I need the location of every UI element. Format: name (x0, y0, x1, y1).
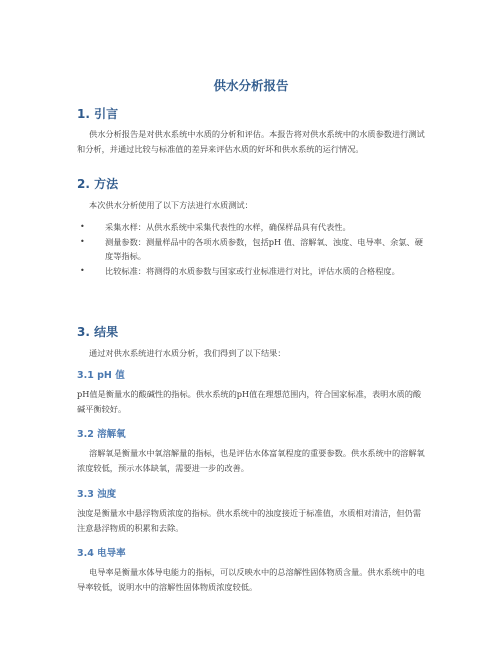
ph-paragraph (77, 387, 427, 416)
subsection-heading-dissolved-oxygen: 3.2 溶解氧 (77, 429, 126, 440)
bullet-icon: • (80, 236, 85, 246)
section-heading-intro: 1. 引言 (77, 107, 119, 121)
document-title: 供水分析报告 (213, 78, 289, 93)
method-item-text: 测量参数：测量样品中的各项水质参数，包括pH 值、溶解氧、浊度、电导率、余氯、硬度等指标。 (105, 236, 423, 261)
list-item (77, 264, 427, 279)
turbidity-text: 浊度是衡量水中悬浮物质浓度的指标。供水系统中的浊度接近于标准值，水质相对清洁，但仍需注意悬浮物质的积累和去除。 (77, 508, 421, 533)
results-intro-paragraph (77, 346, 427, 361)
dissolved-oxygen-text: 溶解氧是衡量水中氧溶解量的指标，也是评估水体富氧程度的重要参数。供水系统中的溶解氧浓度较低，预示水体缺氧，需要进一步的改善。 (77, 448, 425, 473)
conductivity-paragraph (77, 565, 427, 594)
intro-text: 供水分析报告是对供水系统中水质的分析和评估。本报告将对供水系统中的水质参数进行测试和分析，并通过比较与标准值的差异来评估水质的好坏和供水系统的运行情况。 (77, 129, 425, 154)
dissolved-oxygen-paragraph (77, 446, 427, 475)
method-intro-paragraph (77, 198, 427, 213)
bullet-icon: • (80, 222, 85, 231)
subsection-heading-conductivity: 3.4 电导率 (77, 548, 126, 559)
method-item-text: 采集水样：从供水系统中采集代表性的水样，确保样品具有代表性。 (105, 222, 351, 232)
method-item-text: 比较标准：将测得的水质参数与国家或行业标准进行对比，评估水质的合格程度。 (105, 265, 400, 276)
section-heading-results: 3. 结果 (77, 325, 119, 339)
bullet-icon: • (80, 265, 85, 275)
method-list (77, 220, 427, 278)
list-item (77, 220, 427, 235)
subsection-heading-turbidity: 3.3 浊度 (77, 489, 117, 500)
method-intro-text: 本次供水分析使用了以下方法进行水质测试： (89, 200, 253, 210)
intro-paragraph (77, 127, 427, 156)
subsection-heading-ph: 3.1 pH 值 (77, 370, 125, 381)
list-item (77, 235, 427, 264)
ph-text: pH值是衡量水的酸碱性的指标。供水系统的pH值在理想范围内，符合国家标准，表明水质的酸碱平衡较好。 (77, 389, 422, 414)
turbidity-paragraph (77, 506, 427, 535)
results-intro-text: 通过对供水系统进行水质分析，我们得到了以下结果： (89, 348, 286, 358)
section-heading-method: 2. 方法 (77, 177, 119, 191)
conductivity-text: 电导率是衡量水体导电能力的指标，可以反映水中的总溶解性固体物质含量。供水系统中的电导率较低，说明水中的溶解性固体物质浓度较低。 (77, 567, 425, 592)
